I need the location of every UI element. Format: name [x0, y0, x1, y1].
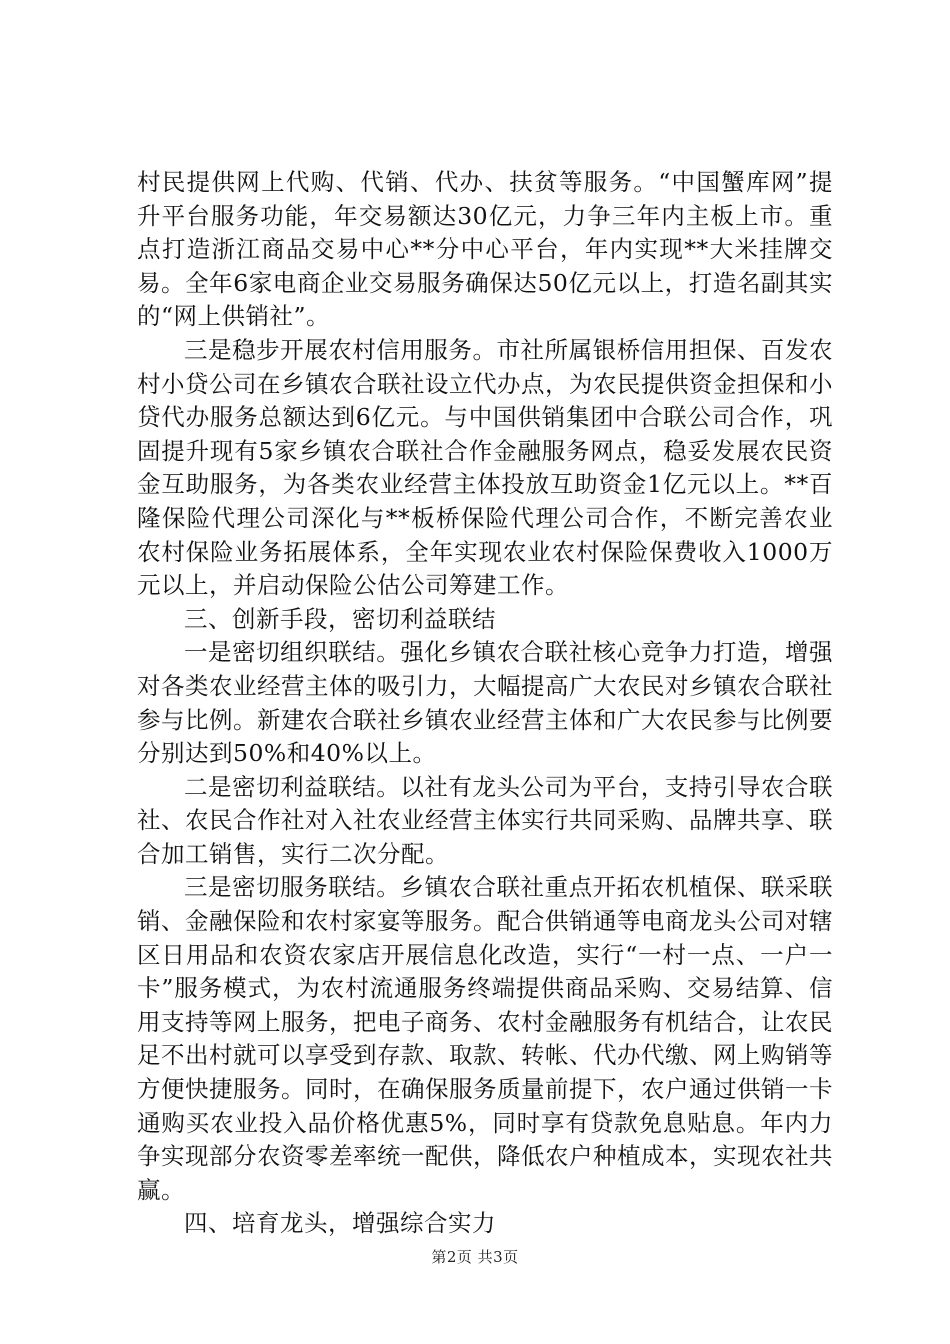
paragraph-ecommerce-continuation: 村民提供网上代购、代销、代办、扶贫等服务。“中国蟹库网”提升平台服务功能，年交易额达30亿元，力争三年内主板上市。重点打造浙江商品交易中心**分中心平台，年内实现**大米挂牌交易。全年6家电商企业交易服务确保达50亿元以上，打造名副其实的“网上供销社”。	[137, 168, 833, 331]
paragraph-interest-link: 二是密切利益联结。以社有龙头公司为平台，支持引导农合联社、农民合作社对入社农业经营主体实行共同采购、品牌共享、联合加工销售，实行二次分配。	[137, 772, 833, 868]
paragraph-service-link: 三是密切服务联结。乡镇农合联社重点开拓农机植保、联采联销、金融保险和农村家宴等服务。配合供销通等电商龙头公司对辖区日用品和农资农家店开展信息化改造，实行“一村一点、一户一卡”服务模式，为农村流通服务终端提供商品采购、交易结算、信用支持等网上服务，把电子商务、农村金融服务有机结合，让农民足不出村就可以享受到存款、取款、转帐、代办代缴、网上购销等方便快捷服务。同时，在确保服务质量前提下，农户通过供销一卡通购买农业投入品价格优惠5%，同时享有贷款免息贴息。年内力争实现部分农资零差率统一配供，降低农户种植成本，实现农社共赢。	[137, 873, 833, 1204]
document-body	[137, 166, 833, 1241]
paragraph-rural-credit-service: 三是稳步开展农村信用服务。市社所属银桥信用担保、百发农村小贷公司在乡镇农合联社设立代办点，为农民提供资金担保和小贷代办服务总额达到6亿元。与中国供销集团中合联公司合作，巩固提升现有5家乡镇农合联社合作金融服务网点，稳妥发展农民资金互助服务，为各类农业经营主体投放互助资金1亿元以上。**百隆保险代理公司深化与**板桥保险代理公司合作，不断完善农业农村保险业务拓展体系，全年实现农业农村保险保费收入1000万元以上，并启动保险公估公司筹建工作。	[137, 335, 833, 600]
section-heading-three: 三、创新手段，密切利益联结	[184, 604, 496, 633]
section-heading-four: 四、培育龙头，增强综合实力	[184, 1209, 496, 1238]
page-number-footer: 第2页 共3页	[431, 1248, 519, 1266]
paragraph-organization-link: 一是密切组织联结。强化乡镇农合联社核心竞争力打造，增强对各类农业经营主体的吸引力，大幅提高广大农民对乡镇农合联社参与比例。新建农合联社乡镇农业经营主体和广大农民参与比例要分别达到50%和40%以上。	[137, 638, 833, 768]
